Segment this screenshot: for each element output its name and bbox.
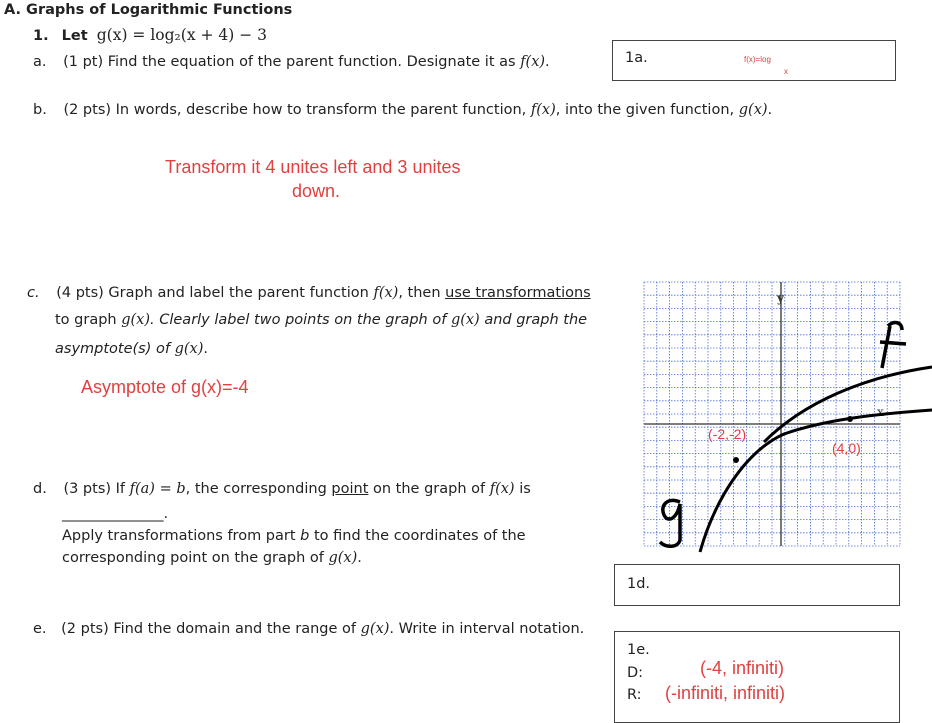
qc-l2a: to graph xyxy=(55,312,117,328)
qb-fx: f(x) xyxy=(530,102,556,118)
answer-box-1a[interactable] xyxy=(612,40,896,81)
q1-function: g(x) = log₂(x + 4) − 3 xyxy=(96,26,268,44)
qd-gx: g(x) xyxy=(328,550,358,566)
qa-text: (1 pt) Find the equation of the parent function. Designate it as xyxy=(63,54,516,70)
qd-fa: f(a) = b xyxy=(129,481,186,497)
answer-1a-sub: x xyxy=(784,67,788,76)
question-c-line3 xyxy=(55,341,208,357)
qb-mid: , into the given function, xyxy=(555,102,735,118)
point-label-2: (4,0) xyxy=(832,440,861,456)
qd-point: point xyxy=(331,481,369,497)
question-b xyxy=(33,102,772,118)
question-c-line2 xyxy=(55,312,587,328)
point-dot-2 xyxy=(847,416,853,422)
box-1a-label: 1a. xyxy=(625,50,648,66)
point-dot-1 xyxy=(733,457,739,463)
coordinate-graph[interactable] xyxy=(644,282,932,552)
qb-gx: g(x) xyxy=(738,102,768,118)
qd-blank[interactable]: ______________. xyxy=(62,506,169,522)
qd-p4: is xyxy=(519,481,531,497)
answer-box-1d[interactable] xyxy=(614,564,900,606)
domain-label: D: xyxy=(627,665,644,681)
q1-let: Let xyxy=(61,28,88,44)
domain-answer: (-4, infiniti) xyxy=(700,658,785,678)
answer-c: Asymptote of g(x)=-4 xyxy=(81,377,249,397)
qc-l3a: asymptote(s) of xyxy=(55,341,170,357)
qa-label: a. xyxy=(33,54,47,70)
qd-fx: f(x) xyxy=(489,481,515,497)
qc-gx3: g(x) xyxy=(174,341,204,357)
qc-fx: f(x) xyxy=(373,285,399,301)
question-d xyxy=(33,481,531,497)
qd-p1: (3 pts) If xyxy=(63,481,126,497)
question-d-line3 xyxy=(62,550,362,566)
qb-label: b. xyxy=(33,102,47,118)
qe-gx: g(x) xyxy=(360,621,390,637)
qb-end: . xyxy=(767,102,773,118)
answer-box-1e[interactable] xyxy=(614,631,900,723)
x-axis-label: x xyxy=(877,405,884,419)
qc-l2c: and graph the xyxy=(484,312,588,328)
qe-label: e. xyxy=(33,621,47,637)
question-d-line2 xyxy=(62,528,526,544)
box-1d-label: 1d. xyxy=(627,576,651,592)
qd-l2c: to find the coordinates of the xyxy=(313,528,526,544)
qc-p1: (4 pts) Graph and label the parent function xyxy=(56,285,369,301)
y-axis-label: y xyxy=(777,291,784,305)
qc-l2b: . Clearly label two points on the graph of xyxy=(150,312,447,328)
qe-end: . Write in interval notation. xyxy=(389,621,585,637)
qc-l3b: . xyxy=(203,341,208,357)
qb-text: (2 pts) In words, describe how to transform the parent function, xyxy=(63,102,527,118)
qd-l2b: b xyxy=(300,528,310,544)
qd-p3: on the graph of xyxy=(373,481,486,497)
g-label: g xyxy=(658,552,659,553)
answer-1a: f(x)=log xyxy=(744,55,771,64)
qc-p3: use transformations xyxy=(445,285,591,301)
range-answer: (-infiniti, infiniti) xyxy=(665,683,786,703)
grid xyxy=(644,282,900,546)
question-1-label xyxy=(33,26,267,44)
qc-label: c. xyxy=(27,285,40,301)
qd-l3b: . xyxy=(357,550,362,566)
qc-gx: g(x) xyxy=(121,312,151,328)
answer-b-line2: down. xyxy=(292,181,341,201)
qa-end: . xyxy=(545,54,550,70)
qd-l2: Apply transformations from part xyxy=(62,528,296,544)
range-label: R: xyxy=(627,687,642,703)
box-1e-label: 1e. xyxy=(627,642,650,658)
question-e xyxy=(33,621,584,637)
qc-gx2: g(x) xyxy=(450,312,480,328)
q1-number: 1. xyxy=(33,28,49,44)
section-title: A. Graphs of Logarithmic Functions xyxy=(4,2,293,18)
qd-p2: , the corresponding xyxy=(185,481,327,497)
question-c xyxy=(27,285,591,301)
qd-label: d. xyxy=(33,481,47,497)
qc-p2: , then xyxy=(398,285,441,301)
point-label-1: (-2,-2) xyxy=(708,426,747,442)
question-a xyxy=(33,54,550,70)
qe-text: (2 pts) Find the domain and the range of xyxy=(61,621,357,637)
qa-fx: f(x) xyxy=(520,54,546,70)
answer-b-line1: Transform it 4 unites left and 3 unites xyxy=(165,157,461,177)
f-label: f xyxy=(880,324,881,325)
qd-l3: corresponding point on the graph of xyxy=(62,550,324,566)
